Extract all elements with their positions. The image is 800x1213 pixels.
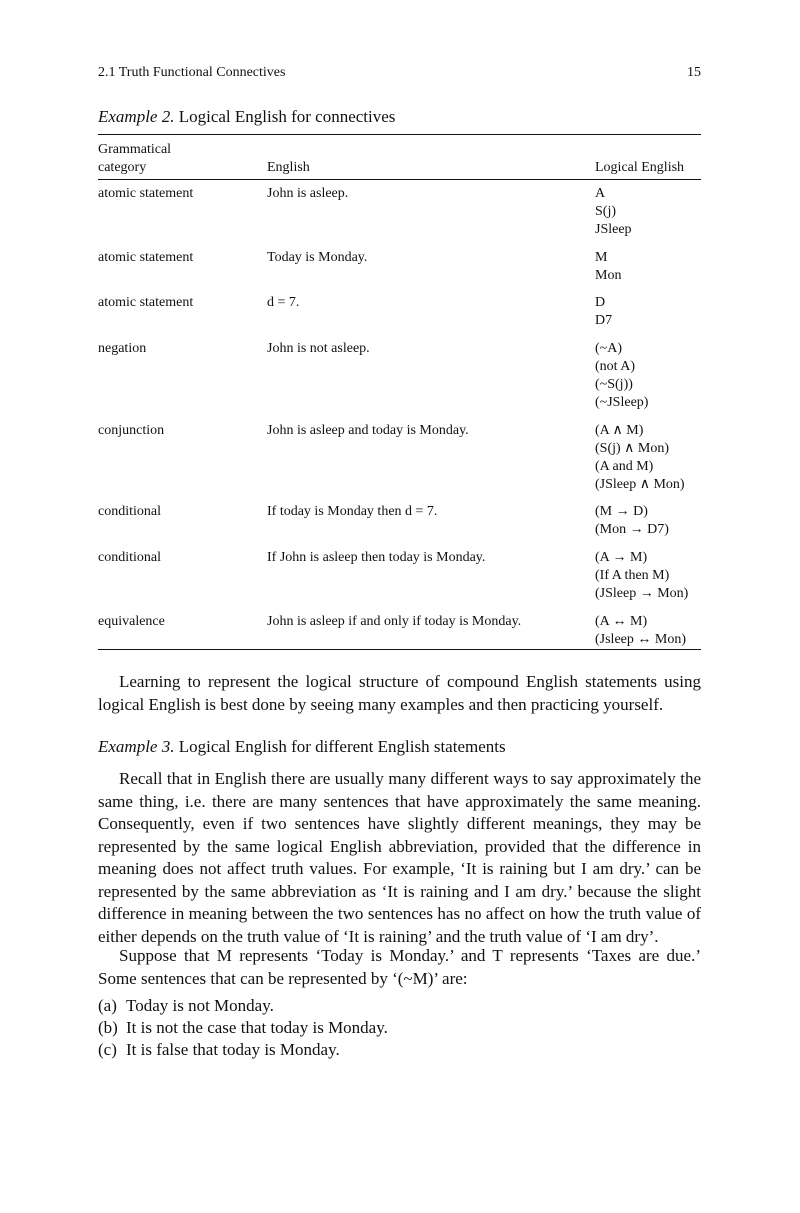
example3-label: Example 3.: [98, 737, 175, 756]
list-marker: (a): [98, 996, 117, 1015]
logical-form: Mon: [595, 268, 622, 283]
row-logical-english: [595, 185, 701, 239]
logical-form: A: [595, 186, 606, 201]
row-logical-english: [595, 294, 701, 330]
running-head: [98, 64, 701, 82]
logical-form: (A → M): [595, 550, 648, 565]
row-english: If today is Monday then d = 7.: [267, 504, 438, 519]
header-category: Grammatical category: [98, 142, 172, 175]
page-number: 15: [687, 65, 701, 80]
example2-title: Logical English for connectives: [178, 107, 396, 126]
list-item: [98, 1017, 701, 1039]
paragraph: Recall that in English there are usually many different ways to say approximately the same thing, i.e. there are many sentences that have approximately the same meaning. Consequently, even if two sentences have slightly different meanings, they may be represented by the same logical English abbreviation, provided that the difference in meaning does not affect truth values. For example, ‘It is raining but I am dry.’ can be represented by the same abbreviation as ‘It is raining and I am dry.’ because the slight difference in meaning between the two sentences has no affect on how the truth value of either depends on the truth value of ‘It is raining’ and the truth value of ‘I am dry’.: [98, 769, 701, 946]
row-english: Today is Monday.: [267, 250, 368, 265]
logical-form: (~A): [595, 341, 623, 356]
list-marker: (c): [98, 1040, 117, 1059]
logical-form: (If A then M): [595, 568, 670, 583]
list-text: It is false that today is Monday.: [126, 1040, 340, 1059]
row-category: negation: [98, 341, 147, 356]
paragraph: Suppose that M represents ‘Today is Monday.’ and T represents ‘Taxes are due.’ Some sentences that can be represented by ‘(~M)’ are:: [98, 946, 701, 988]
section-title: 2.1 Truth Functional Connectives: [98, 65, 286, 80]
row-english: John is asleep.: [267, 186, 349, 201]
logical-form: (JSleep ∧ Mon): [595, 477, 685, 492]
example-list: [98, 995, 701, 1061]
row-logical-english: [595, 503, 701, 539]
logical-form: (~JSleep): [595, 395, 649, 410]
table-top-rule: [98, 134, 701, 135]
row-category: atomic statement: [98, 295, 194, 310]
row-category: equivalence: [98, 614, 165, 629]
logical-form: (A ↔ M): [595, 614, 648, 629]
logical-form: (JSleep → Mon): [595, 586, 689, 601]
row-category: conjunction: [98, 423, 165, 438]
row-english: If John is asleep then today is Monday.: [267, 550, 486, 565]
row-logical-english: [595, 340, 701, 412]
list-item: [98, 1039, 701, 1061]
example2-heading: [98, 106, 395, 128]
example3-heading: [98, 736, 506, 758]
logical-form: D7: [595, 313, 613, 328]
table-header-rule: [98, 179, 701, 180]
header-english: English: [267, 160, 310, 175]
list-text: Today is not Monday.: [126, 996, 274, 1015]
list-marker: (b): [98, 1018, 118, 1037]
row-english: John is not asleep.: [267, 341, 370, 356]
logical-form: (Jsleep ↔ Mon): [595, 632, 686, 647]
row-logical-english: [595, 613, 701, 649]
logical-form: JSleep: [595, 222, 632, 237]
header-logical-english: Logical English: [595, 160, 685, 175]
row-english: d = 7.: [267, 295, 300, 310]
example3-title: Logical English for different English statements: [178, 737, 506, 756]
logical-form: (Mon → D7): [595, 522, 669, 537]
logical-form: (S(j) ∧ Mon): [595, 441, 670, 456]
table-bottom-rule: [98, 649, 701, 650]
logical-form: S(j): [595, 204, 616, 219]
list-text: It is not the case that today is Monday.: [126, 1018, 388, 1037]
example2-label: Example 2.: [98, 107, 175, 126]
row-logical-english: [595, 422, 701, 494]
logical-form: (not A): [595, 359, 636, 374]
paragraph: Learning to represent the logical structure of compound English statements using logical English is best done by seeing many examples and then practicing yourself.: [98, 672, 701, 714]
row-category: atomic statement: [98, 250, 194, 265]
row-english: John is asleep and today is Monday.: [267, 423, 469, 438]
list-item: [98, 995, 701, 1017]
logical-form: M: [595, 250, 608, 265]
row-category: atomic statement: [98, 186, 194, 201]
logical-form: D: [595, 295, 606, 310]
row-category: conditional: [98, 504, 161, 519]
logical-form: (~S(j)): [595, 377, 633, 392]
logical-form: (A ∧ M): [595, 423, 644, 438]
row-logical-english: [595, 249, 701, 285]
row-english: John is asleep if and only if today is Monday.: [267, 614, 522, 629]
logical-form: (M → D): [595, 504, 648, 519]
row-logical-english: [595, 549, 701, 603]
logical-form: (A and M): [595, 459, 654, 474]
row-category: conditional: [98, 550, 161, 565]
